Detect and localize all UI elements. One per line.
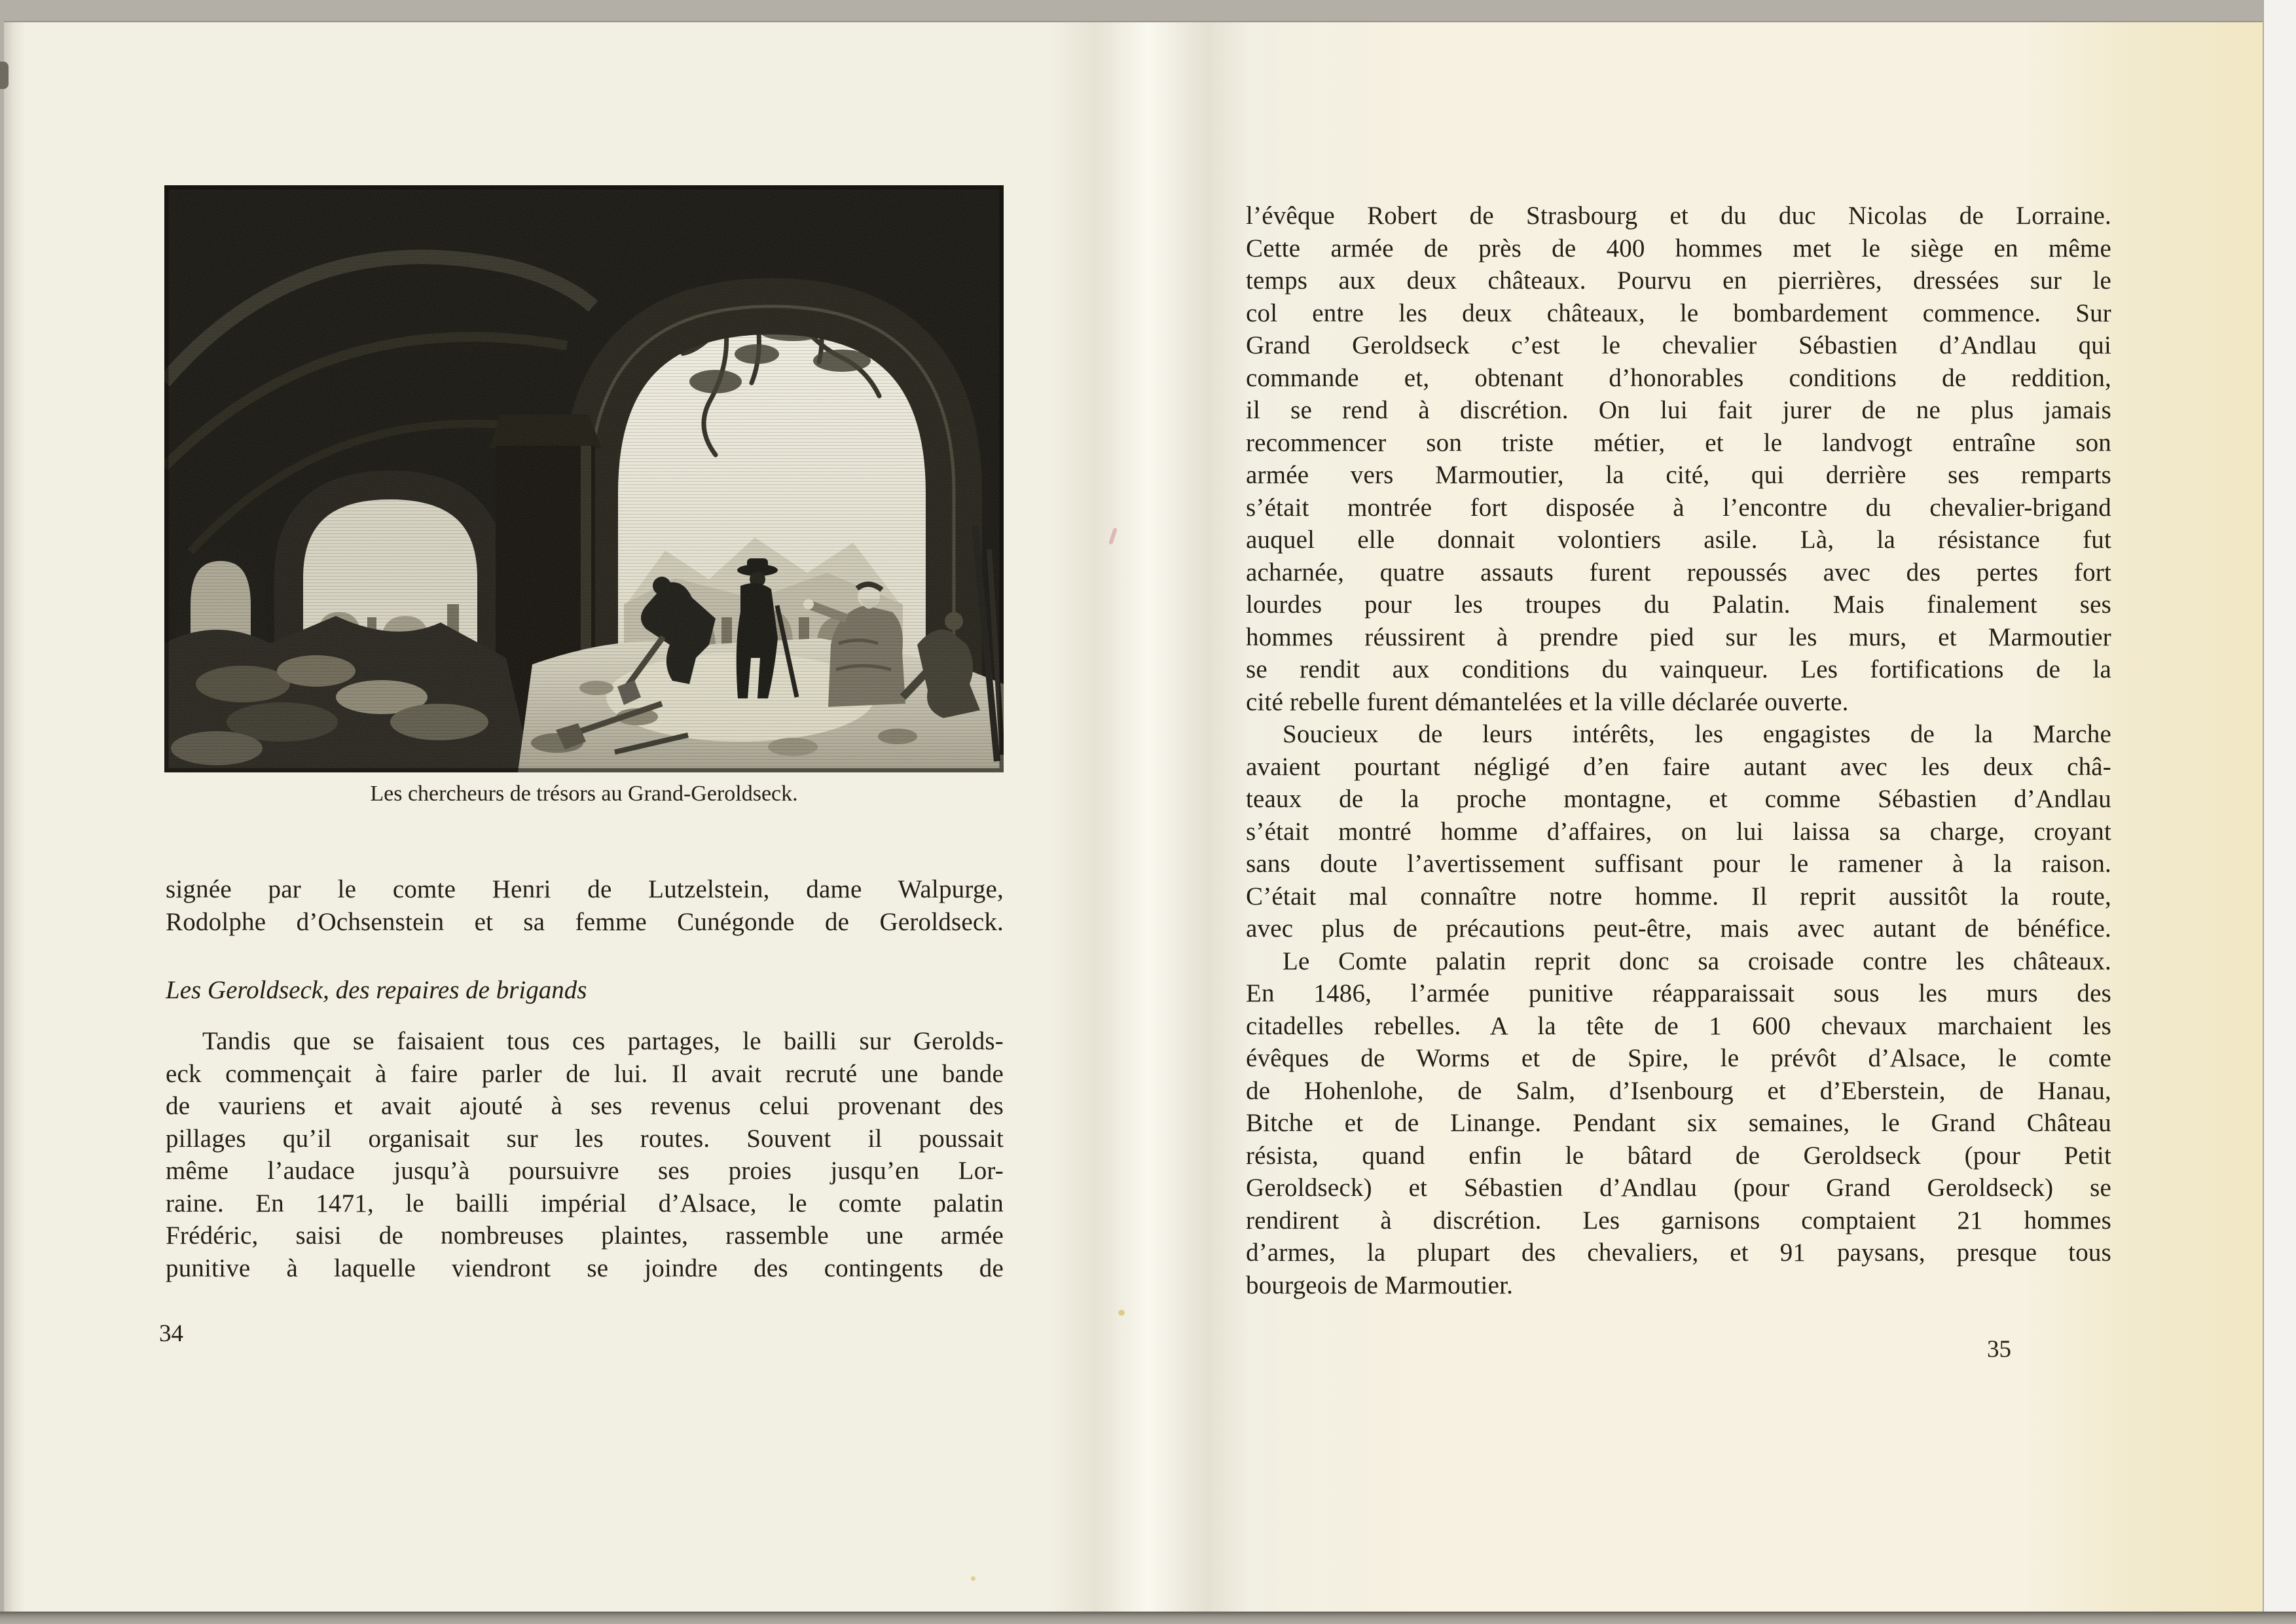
- text-line: avec plus de précautions peut-être, mais avec autant de bénéfice.: [1246, 914, 2111, 943]
- scanner-bed-right: [2263, 0, 2296, 1612]
- text-line: Tandis que se faisaient tous ces partages, le bailli sur Gerolds-: [202, 1027, 1004, 1055]
- body-paragraph: [166, 1025, 1004, 1284]
- scanner-bed-bottom: [0, 1612, 2296, 1624]
- text-line: temps aux deux châteaux. Pourvu en pierrières, dressées sur le: [1246, 266, 2111, 295]
- text-line: Cette armée de près de 400 hommes met le siège en même: [1246, 234, 2111, 262]
- text-line: avaient pourtant négligé d’en faire autant avec les deux châ-: [1246, 752, 2111, 781]
- text-line: col entre les deux châteaux, le bombardement commence. Sur: [1246, 298, 2111, 327]
- paper-stain: [1118, 1310, 1125, 1316]
- text-line: En 1486, l’armée punitive réapparaissait sous les murs des: [1246, 979, 2111, 1007]
- text-line: sans doute l’avertissement suffisant pour le ramener à la raison.: [1246, 850, 2111, 878]
- text-line: acharnée, quatre assauts furent repoussés avec des pertes fort: [1246, 558, 2111, 586]
- text-line: raine. En 1471, le bailli impérial d’Alsace, le comte palatin: [166, 1189, 1004, 1218]
- page-number-left: 34: [159, 1320, 183, 1347]
- text-line: Frédéric, saisi de nombreuses plaintes, rassemble une armée: [166, 1221, 1004, 1250]
- text-line: de Hohenlohe, de Salm, d’Isenbourg et d’Eberstein, de Hanau,: [1246, 1076, 2111, 1105]
- text-line: même l’audace jusqu’à poursuivre ses proies jusqu’en Lor-: [166, 1157, 1004, 1185]
- text-line: Le Comte palatin reprit donc sa croisade contre les châteaux.: [1283, 947, 2111, 975]
- text-line: il se rend à discrétion. On lui fait jurer de ne plus jamais: [1246, 396, 2111, 424]
- paragraph-continuation: [1246, 200, 2111, 718]
- text-line: évêques de Worms et de Spire, le prévôt d’Alsace, le comte: [1246, 1044, 2111, 1072]
- text-line: Grand Geroldseck c’est le chevalier Sébastien d’Andlau qui: [1246, 331, 2111, 359]
- text-line: armée vers Marmoutier, la cité, qui derrière ses remparts: [1246, 461, 2111, 489]
- page-number-right: 35: [1987, 1336, 2011, 1363]
- grain-texture: [164, 185, 1004, 772]
- text-line: Bitche et de Linange. Pendant six semaines, le Grand Château: [1246, 1109, 2111, 1137]
- left-page-text-column: [166, 873, 1004, 1284]
- text-line: l’évêque Robert de Strasbourg et du duc Nicolas de Lorraine.: [1246, 202, 2111, 230]
- text-line: rendirent à discrétion. Les garnisons comptaient 21 hommes: [1246, 1206, 2111, 1235]
- text-line: punitive à laquelle viendront se joindre des contingents de: [166, 1254, 1004, 1282]
- text-line: se rendit aux conditions du vainqueur. Les fortifications de la: [1246, 655, 2111, 683]
- text-line: recommencer son triste métier, et le landvogt entraîne son: [1246, 428, 2111, 457]
- paragraph: [1246, 718, 2111, 945]
- engraving-illustration: [164, 185, 1004, 772]
- paper-stain: [971, 1576, 975, 1581]
- text-line: pillages qu’il organisait sur les routes. Souvent il poussait: [166, 1124, 1004, 1153]
- text-line: résista, quand enfin le bâtard de Geroldseck (pour Petit: [1246, 1141, 2111, 1170]
- text-line: cité rebelle furent démantelées et la ville déclarée ouverte.: [1246, 687, 1849, 716]
- text-line: lourdes pour les troupes du Palatin. Mais finalement ses: [1246, 590, 2111, 619]
- text-line: Geroldseck) et Sébastien d’Andlau (pour Grand Geroldseck) se: [1246, 1174, 2111, 1202]
- page-edge-mark: [0, 62, 9, 89]
- text-line: Rodolphe d’Ochsenstein et sa femme Cunégonde de Geroldseck.: [166, 907, 1004, 936]
- intro-paragraph: [166, 873, 1004, 938]
- right-page-text-column: [1246, 200, 2111, 1301]
- text-line: citadelles rebelles. A la tête de 1 600 chevaux marchaient les: [1246, 1011, 2111, 1040]
- text-line: auquel elle donnait volontiers asile. Là, la résistance fut: [1246, 526, 2111, 554]
- text-line: Soucieux de leurs intérêts, les engagistes de la Marche: [1283, 720, 2111, 748]
- paragraph: [1246, 945, 2111, 1302]
- text-line: C’était mal connaître notre homme. Il reprit aussitôt la route,: [1246, 882, 2111, 911]
- illustration-caption: Les chercheurs de trésors au Grand-Geroldseck.: [370, 782, 798, 806]
- text-line: commande et, obtenant d’honorables conditions de reddition,: [1246, 363, 2111, 392]
- engraving-svg: [164, 185, 1004, 772]
- text-line: s’était montré homme d’affaires, on lui laissa sa charge, croyant: [1246, 817, 2111, 846]
- text-line: hommes réussirent à prendre pied sur les murs, et Marmoutier: [1246, 623, 2111, 651]
- text-line: s’était montrée fort disposée à l’encontre du chevalier-brigand: [1246, 493, 2111, 522]
- text-line: bourgeois de Marmoutier.: [1246, 1271, 1514, 1299]
- text-line: d’armes, la plupart des chevaliers, et 91 paysans, presque tous: [1246, 1238, 2111, 1267]
- text-line: eck commençait à faire parler de lui. Il avait recruté une bande: [166, 1059, 1004, 1088]
- text-line: de vauriens et avait ajouté à ses revenus celui provenant des: [166, 1092, 1004, 1120]
- text-line: teaux de la proche montagne, et comme Sébastien d’Andlau: [1246, 785, 2111, 813]
- section-heading: Les Geroldseck, des repaires de brigands: [166, 976, 587, 1004]
- text-line: signée par le comte Henri de Lutzelstein, dame Walpurge,: [166, 875, 1004, 903]
